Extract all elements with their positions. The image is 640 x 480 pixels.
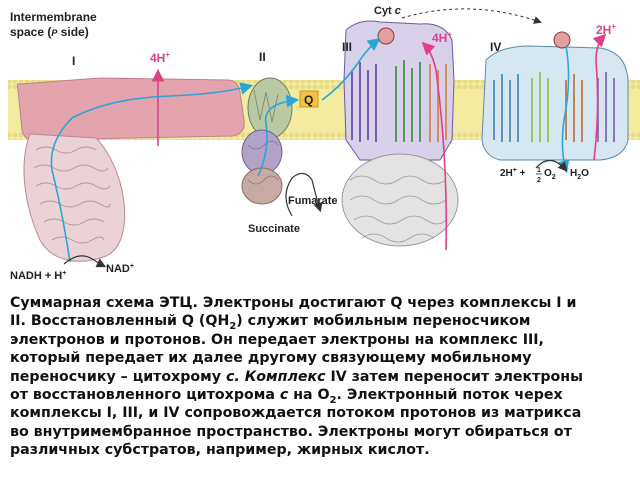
svg-text:4H+: 4H+ [150,50,171,65]
svg-text:Cyt c: Cyt c [374,5,401,17]
svg-text:2H+ +: 2H+ + [500,167,526,179]
caption-line: который передает их далее другому связующему мобильному [10,350,532,367]
svg-text:NAD+: NAD+ [106,263,134,275]
caption-line: различных субстратов, например, жирных кислот. [10,442,430,459]
svg-text:Q: Q [304,93,314,107]
complex-iv [482,32,628,160]
figure-caption [10,294,636,460]
complex-iv-label: IV [490,40,502,54]
svg-text:4H+: 4H+ [432,30,453,45]
caption-line: Суммарная схема ЭТЦ. Электроны достигают Q через комплексы I и [10,295,577,311]
caption-line: электронов и протонов. Он передает электроны на комплекс III, [10,331,544,348]
svg-text:1: 1 [537,167,541,174]
svg-text:O2: $O_2$ [544,168,556,181]
svg-text:Succinate: Succinate [248,223,300,235]
svg-text:Fumarate: Fumarate [288,195,338,207]
water-formation [500,160,589,184]
svg-text:2H+: 2H+ [596,22,617,37]
complex-i-label: I [72,54,76,68]
caption-line: переносчику – цитохрому с. Комплекс IV затем переносит электроны [10,368,583,385]
svg-text:NADH + H+: NADH + H+ [10,270,67,282]
svg-text:space (P side): space (P side) [10,25,89,39]
svg-text:Intermembrane: Intermembrane [10,10,97,24]
svg-text:2: 2 [537,177,541,184]
caption-line: комплексы I, III, и IV сопровождается потоком протонов из матрикса [10,405,582,422]
complex-iii [342,21,458,246]
intermembrane-space-label [10,10,97,39]
caption-line: от восстановленного цитохрома с на $О_2$. Электронный поток черех [10,387,563,406]
caption-line: II. Восстановленный Q $(QH_2)$ служит мобильным переносчиком [10,313,531,333]
complex-iii-label: III [342,40,353,54]
svg-text:H2O: $H_2O$ [570,168,589,181]
ubiquinone-q [300,91,318,107]
complex-ii-label: II [259,50,266,64]
caption-line: во внутримембранное пространство. Электроны могут обираться от [10,423,572,440]
